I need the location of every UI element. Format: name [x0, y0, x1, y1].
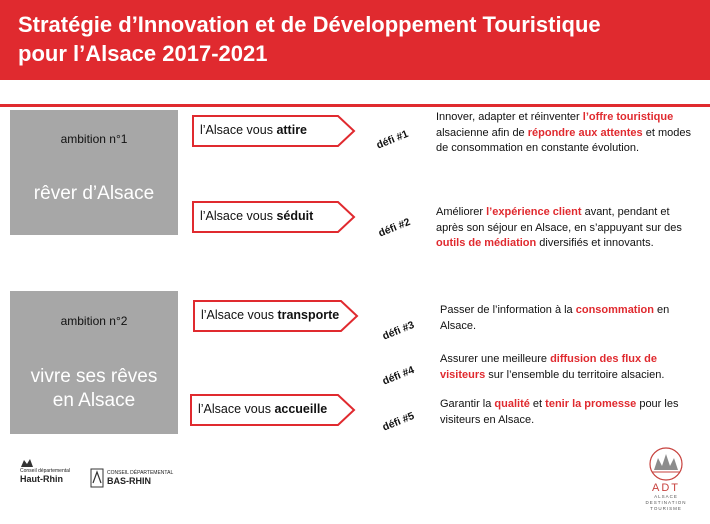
defi-4-description: Assurer une meilleure diffusion des flux de visiteurs sur l’ensemble du territoire alsacien. — [440, 353, 665, 381]
adt-text: ADT — [652, 482, 680, 494]
defi-3-label: défi #3 — [380, 318, 417, 343]
haut-rhin-small-text: Conseil départemental — [20, 468, 71, 474]
defi-2-description: Améliorer l’expérience client avant, pendant et après son séjour en Alsace, en s’appuyant sur des outils de médiation diversifiés et innovants. — [436, 206, 682, 249]
arrow-label: l’Alsace vous transporte — [201, 308, 340, 322]
ambition-1-label: ambition n°1 — [60, 132, 128, 146]
adt-emblem-icon — [642, 446, 690, 482]
arrow-label: l’Alsace vous attire — [200, 123, 308, 137]
ambition-2-name — [10, 365, 178, 413]
ambition-2-name-line2: en Alsace — [52, 390, 136, 411]
arrow-attire — [192, 115, 356, 152]
slide-title-line1: Stratégie d’Innovation et de Développement Touristique — [18, 12, 601, 37]
adt-sub-alsace: ALSACE — [654, 494, 678, 499]
ambition-2-box — [10, 291, 178, 434]
ambition-2-label: ambition n°2 — [60, 314, 128, 328]
adt-sub-destination: DESTINATION — [645, 500, 687, 505]
bas-rhin-text: BAS-RHIN — [107, 476, 151, 486]
defi-5-label: défi #5 — [380, 409, 417, 434]
arrow-label: l’Alsace vous accueille — [198, 402, 328, 416]
adt-sub-tourisme: TOURISME — [650, 506, 682, 511]
slide-title — [18, 10, 698, 68]
ambition-2-name-line1: vivre ses rêves — [30, 366, 158, 387]
defi-3-description: Passer de l’information à la consommation en Alsace. — [440, 304, 670, 332]
arrow-label: l’Alsace vous séduit — [200, 209, 314, 223]
defi-5-description: Garantir la qualité et tenir la promesse pour les visiteurs en Alsace. — [440, 398, 679, 426]
arrow-accueille — [190, 394, 356, 431]
arrow-transporte — [193, 300, 359, 337]
arrow-seduit — [192, 201, 356, 238]
ambition-1-name: rêver d’Alsace — [33, 183, 155, 204]
defi-4-label: défi #4 — [380, 363, 417, 388]
adt-logo — [642, 446, 690, 512]
bas-rhin-small-text: CONSEIL DÉPARTEMENTAL — [107, 470, 174, 476]
slide-title-line2: pour l’Alsace 2017-2021 — [18, 41, 268, 66]
red-divider — [0, 104, 710, 107]
defi-1-label: défi #1 — [374, 127, 411, 152]
defi-2-label: défi #2 — [376, 215, 413, 240]
ambition-1-box — [10, 110, 178, 235]
haut-rhin-logo — [20, 458, 80, 484]
haut-rhin-emblem-icon — [20, 458, 34, 468]
bas-rhin-emblem-icon — [90, 468, 104, 488]
haut-rhin-text: Haut-Rhin — [20, 474, 63, 484]
defi-1-description: Innover, adapter et réinventer l’offre touristique alsacienne afin de répondre aux attentes et modes de consommation en constante évolution. — [436, 111, 691, 154]
